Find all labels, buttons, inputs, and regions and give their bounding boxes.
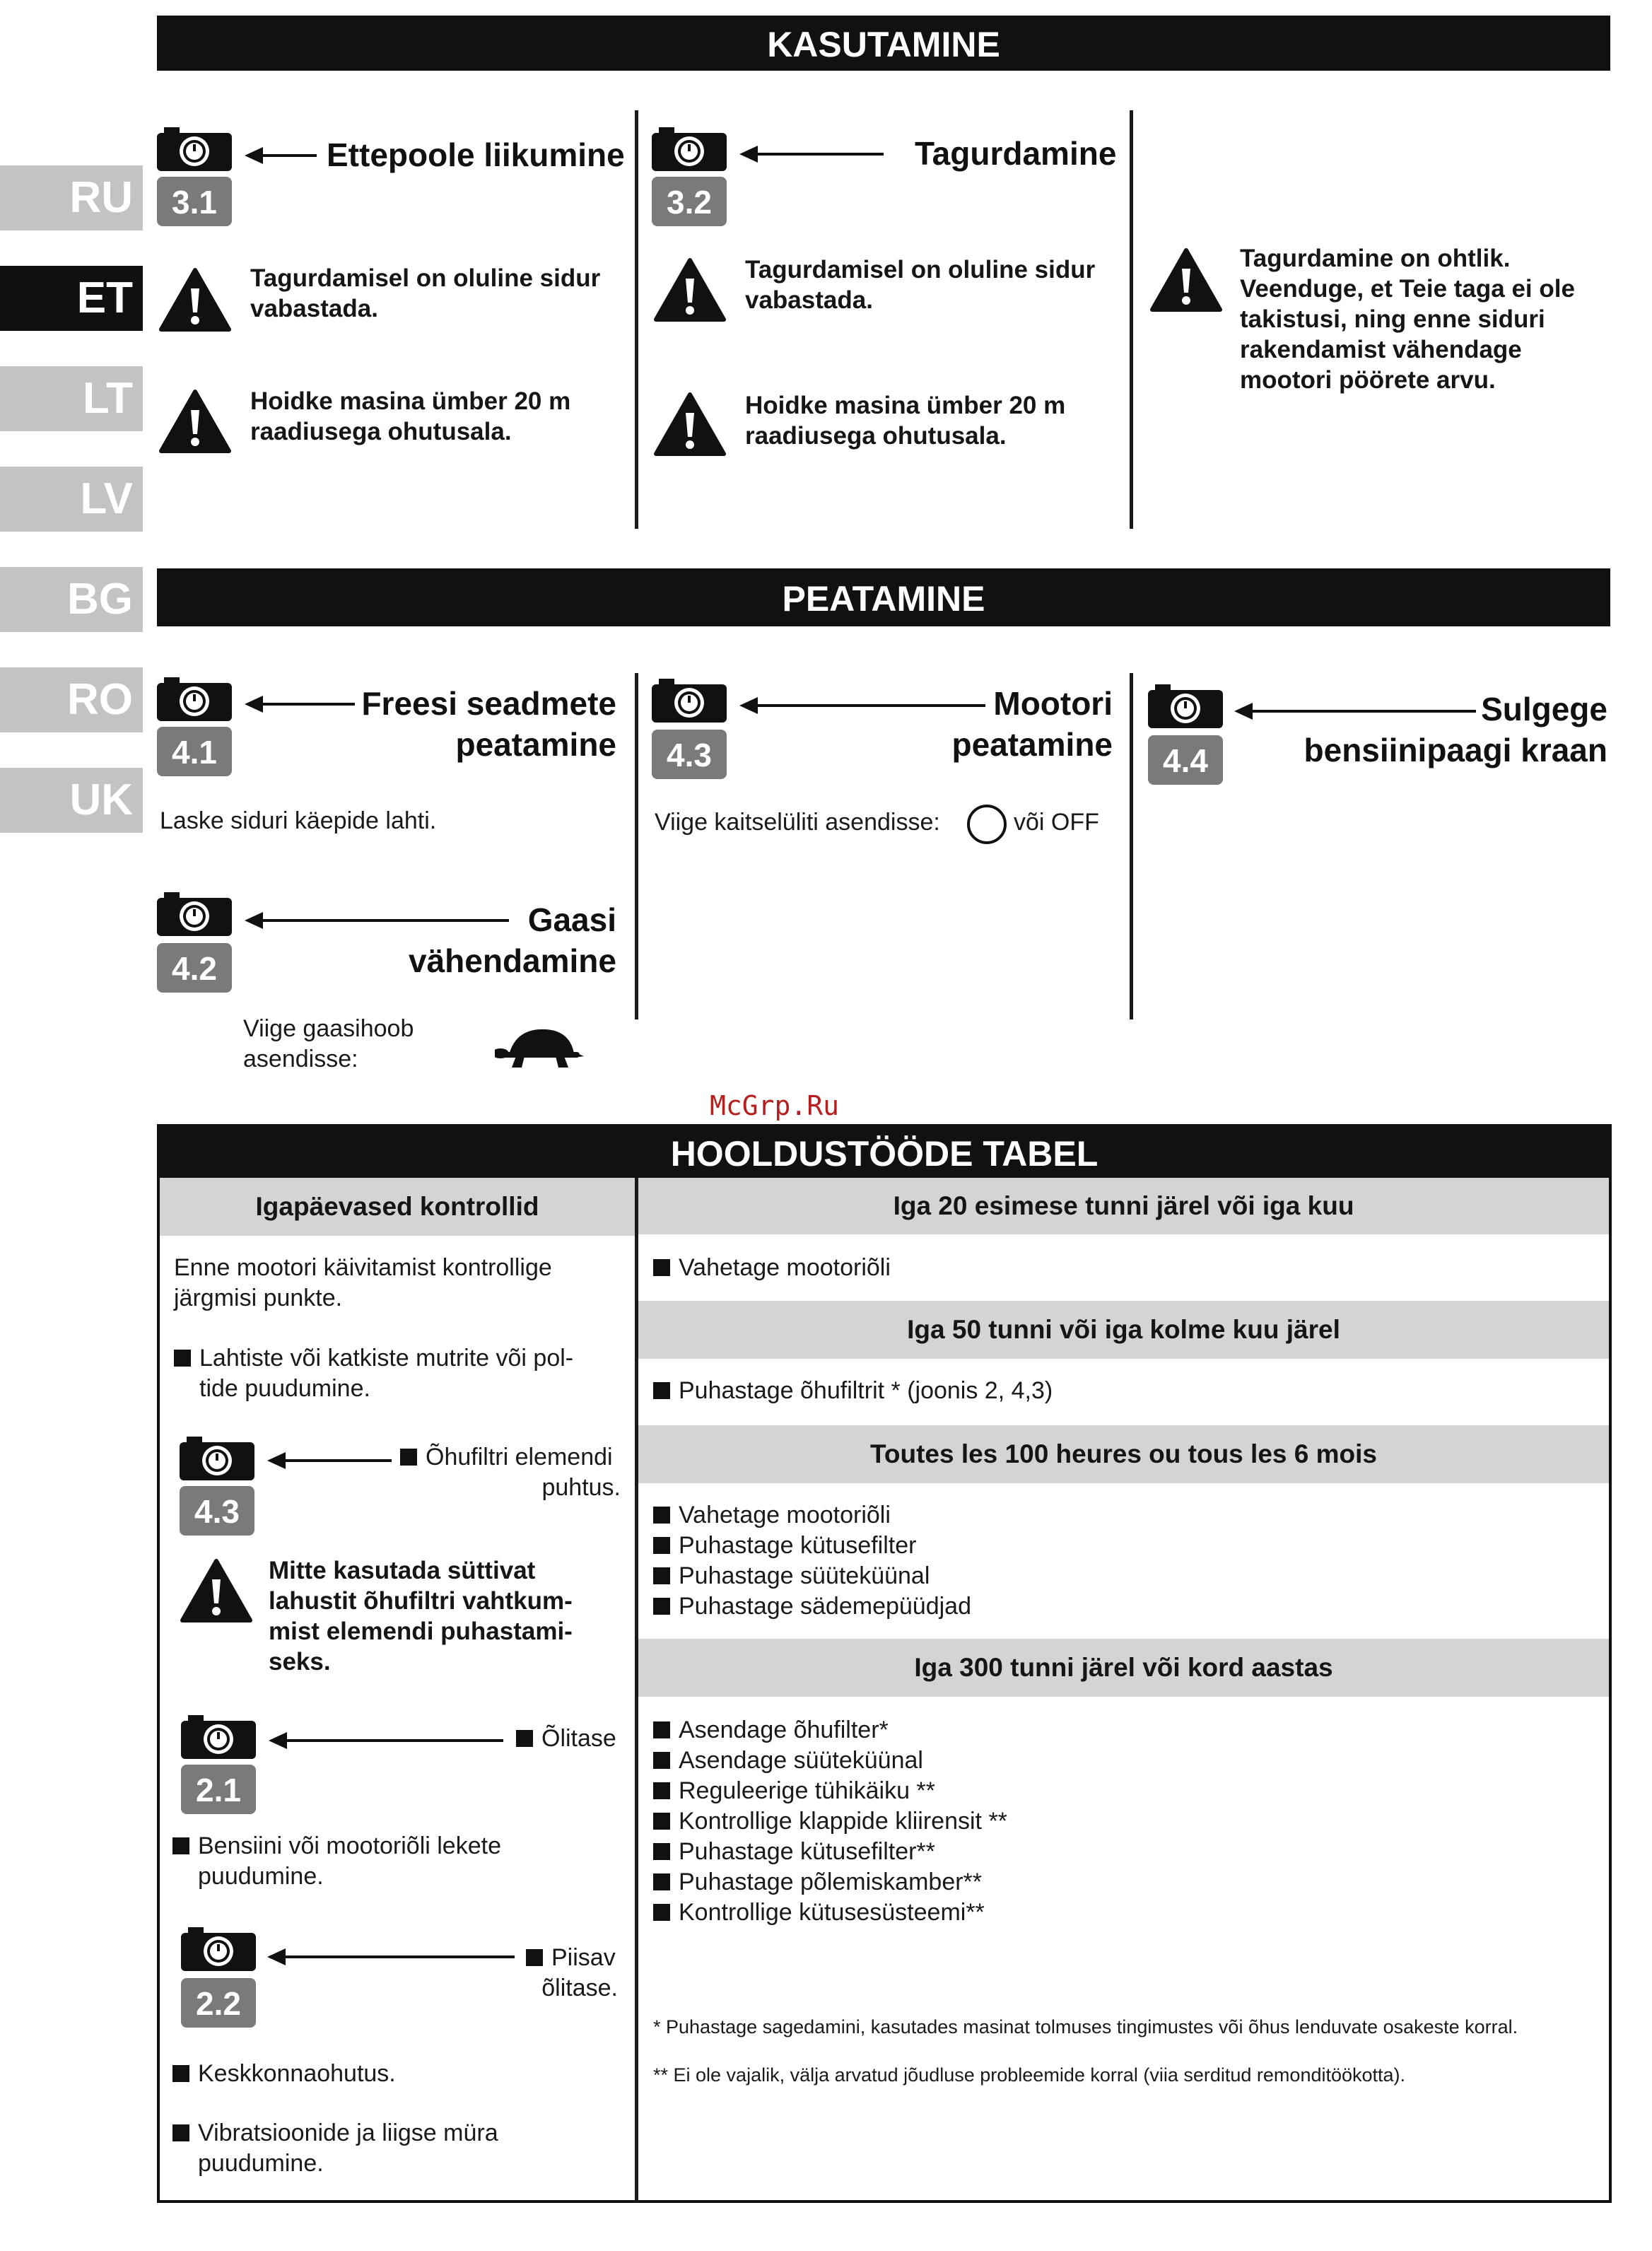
arrow-left-icon [266, 1943, 515, 1971]
solvent-warning-line4: seks. [269, 1648, 331, 1676]
off-label: või OFF [1014, 809, 1099, 836]
engine-stop-title-line2: peatamine [951, 726, 1113, 763]
daily-intro: Enne mootori käivitamist kontrollige [174, 1254, 552, 1281]
lang-tab-ru[interactable]: RU [0, 165, 143, 230]
maintenance-section-header: HOOLDUSTÖÖDE TABEL [158, 1126, 1610, 1178]
kill-switch-instruction: Viige kaitselüliti asendisse: [655, 809, 940, 836]
figure-ref-4-1: 4.1 [157, 727, 232, 776]
camera-icon [157, 677, 232, 721]
camera-icon [1148, 684, 1223, 728]
interval-item: Puhastage õhufiltrit * (joonis 2, 4,3) [653, 1376, 1053, 1406]
sufficient-oil-check-line2: õlitase. [541, 1975, 618, 2001]
figure-ref-2-2: 2.2 [181, 1978, 256, 2028]
tiller-stop-title: Freesi seadmete [361, 685, 616, 722]
figure-ref-4-2: 4.2 [157, 943, 232, 993]
column-divider [1130, 673, 1133, 1019]
column-divider [1130, 110, 1133, 529]
interval-item: Vahetage mootoriõli [653, 1253, 891, 1283]
interval-300h-header: Iga 300 tunni järel või kord aastas [638, 1639, 1609, 1697]
interval-item: Puhastage süüteküünal [653, 1561, 930, 1591]
footnote-service: ** Ei ole vajalik, välja arvatud jõudluse probleemide korral (viia serditud remonditöökotta). [653, 2064, 1406, 2086]
throttle-instruction-text: Viige gaasihoob [243, 1015, 414, 1042]
lang-tab-lt[interactable]: LT [0, 366, 143, 431]
figure-ref-2-1: 2.1 [181, 1765, 256, 1814]
camera-icon [181, 1715, 256, 1759]
figure-ref-4-4: 4.4 [1148, 735, 1223, 785]
figure-ref-4-3: 4.3 [652, 730, 727, 779]
daily-item-environment: Keskkonnaohutus. [172, 2059, 396, 2089]
lang-tab-lv[interactable]: LV [0, 467, 143, 532]
daily-intro-line2: järgmisi punkte. [174, 1285, 343, 1311]
safety-zone-text: Hoidke masina ümber 20 m raadiusega ohutusala. [745, 392, 1066, 450]
throttle-instruction-text-line2: asendisse: [243, 1046, 358, 1072]
arrow-left-icon [266, 1446, 392, 1475]
interval-item: Asendage õhufilter* [653, 1715, 889, 1746]
column-divider [635, 110, 638, 529]
fuel-tap-title: Sulgege [1481, 691, 1607, 727]
throttle-reduce-title-line2: vähendamine [409, 942, 616, 979]
arrow-left-icon [243, 141, 317, 170]
release-clutch-text: Laske siduri käepide lahti. [160, 807, 437, 834]
camera-icon [652, 679, 727, 723]
stopping-section-header: PEATAMINE [157, 568, 1610, 626]
solvent-warning-line2: lahustit õhufiltri vahtkum- [269, 1587, 573, 1615]
interval-item: Vahetage mootoriõli [653, 1500, 891, 1531]
clutch-warning-text: Tagurdamisel on oluline sidur vabastada. [250, 264, 601, 322]
clutch-warning-text: Tagurdamisel on oluline sidur vabastada. [745, 256, 1096, 314]
reverse-danger-text: Tagurdamine on ohtlik. Veenduge, et Teie taga ei ole takistusi, ning enne siduri rakendamist vähendage mootori pöörete arvu. [1240, 245, 1575, 394]
daily-item-vibration-line2: puudumine. [198, 2150, 324, 2177]
warning-icon [1149, 247, 1223, 312]
interval-item: Kontrollige kütusesüsteemi** [653, 1898, 985, 1928]
throttle-reduce-title: Gaasi [527, 901, 616, 938]
arrow-left-icon [267, 1726, 503, 1755]
solvent-warning: Mitte kasutada süttivat [269, 1557, 536, 1584]
figure-ref-3-2: 3.2 [652, 177, 727, 226]
interval-100h-header: Toutes les 100 heures ou tous les 6 mois [638, 1425, 1609, 1483]
sufficient-oil-check: Piisav [526, 1943, 616, 1973]
lang-tab-bg[interactable]: BG [0, 567, 143, 632]
oil-level-check: Õlitase [516, 1724, 616, 1754]
daily-item-bolts-line2: tide puudumine. [199, 1375, 370, 1402]
interval-item: Asendage süüteküünal [653, 1746, 923, 1776]
daily-item-leaks: Bensiini või mootoriõli lekete [172, 1831, 501, 1861]
warning-icon [653, 257, 727, 322]
warning-icon [180, 1558, 253, 1623]
camera-icon [181, 1927, 256, 1971]
usage-section-header: KASUTAMINE [157, 16, 1610, 71]
interval-item: Reguleerige tühikäiku ** [653, 1776, 935, 1806]
reversing-title: Tagurdamine [915, 135, 1117, 172]
daily-item-leaks-line2: puudumine. [198, 1863, 324, 1890]
fuel-tap-title-line2: bensiinipaagi kraan [1304, 732, 1607, 768]
camera-icon [157, 127, 232, 171]
air-filter-check-line2: puhtus. [541, 1474, 621, 1501]
interval-item: Puhastage põlemiskamber** [653, 1867, 982, 1898]
camera-icon [180, 1437, 254, 1480]
arrow-left-icon [738, 140, 884, 168]
interval-item: Puhastage kütusefilter [653, 1531, 916, 1561]
warning-icon [653, 392, 727, 457]
daily-item-vibration: Vibratsioonide ja liigse müra [172, 2118, 498, 2148]
warning-icon [158, 267, 232, 332]
daily-checks-header: Igapäevased kontrollid [160, 1178, 635, 1236]
footnote-dust: * Puhastage sagedamini, kasutades masinat tolmuses tingimustes või õhus lenduvate osakeste korral. [653, 2016, 1518, 2037]
watermark: McGrp.Ru [710, 1090, 840, 1121]
camera-icon [652, 127, 727, 171]
figure-ref-4-3: 4.3 [180, 1486, 254, 1536]
solvent-warning-line3: mist elemendi puhastami- [269, 1618, 573, 1645]
camera-icon [157, 892, 232, 936]
off-circle-icon [966, 803, 1008, 846]
air-filter-check: Õhufiltri elemendi [400, 1442, 613, 1473]
warning-icon [158, 389, 232, 454]
turtle-icon [495, 1024, 585, 1072]
interval-item: Kontrollige klappide kliirensit ** [653, 1806, 1007, 1837]
figure-ref-3-1: 3.1 [157, 177, 232, 226]
daily-item-bolts: Lahtiste või katkiste mutrite või pol- [174, 1343, 573, 1374]
engine-stop-title: Mootori [993, 685, 1113, 722]
interval-20h-header: Iga 20 esimese tunni järel või iga kuu [638, 1178, 1609, 1234]
interval-item: Puhastage sädemepüüdjad [653, 1591, 971, 1622]
forward-motion-title: Ettepoole liikumine [327, 136, 625, 173]
safety-zone-text: Hoidke masina ümber 20 m raadiusega ohutusala. [250, 387, 571, 445]
interval-50h-header: Iga 50 tunni või iga kolme kuu järel [638, 1301, 1609, 1359]
interval-item: Puhastage kütusefilter** [653, 1837, 935, 1867]
lang-tab-ro[interactable]: RO [0, 667, 143, 732]
lang-tab-uk[interactable]: UK [0, 768, 143, 833]
column-divider [635, 673, 638, 1019]
lang-tab-et[interactable]: ET [0, 266, 143, 331]
tiller-stop-title-line2: peatamine [455, 726, 616, 763]
